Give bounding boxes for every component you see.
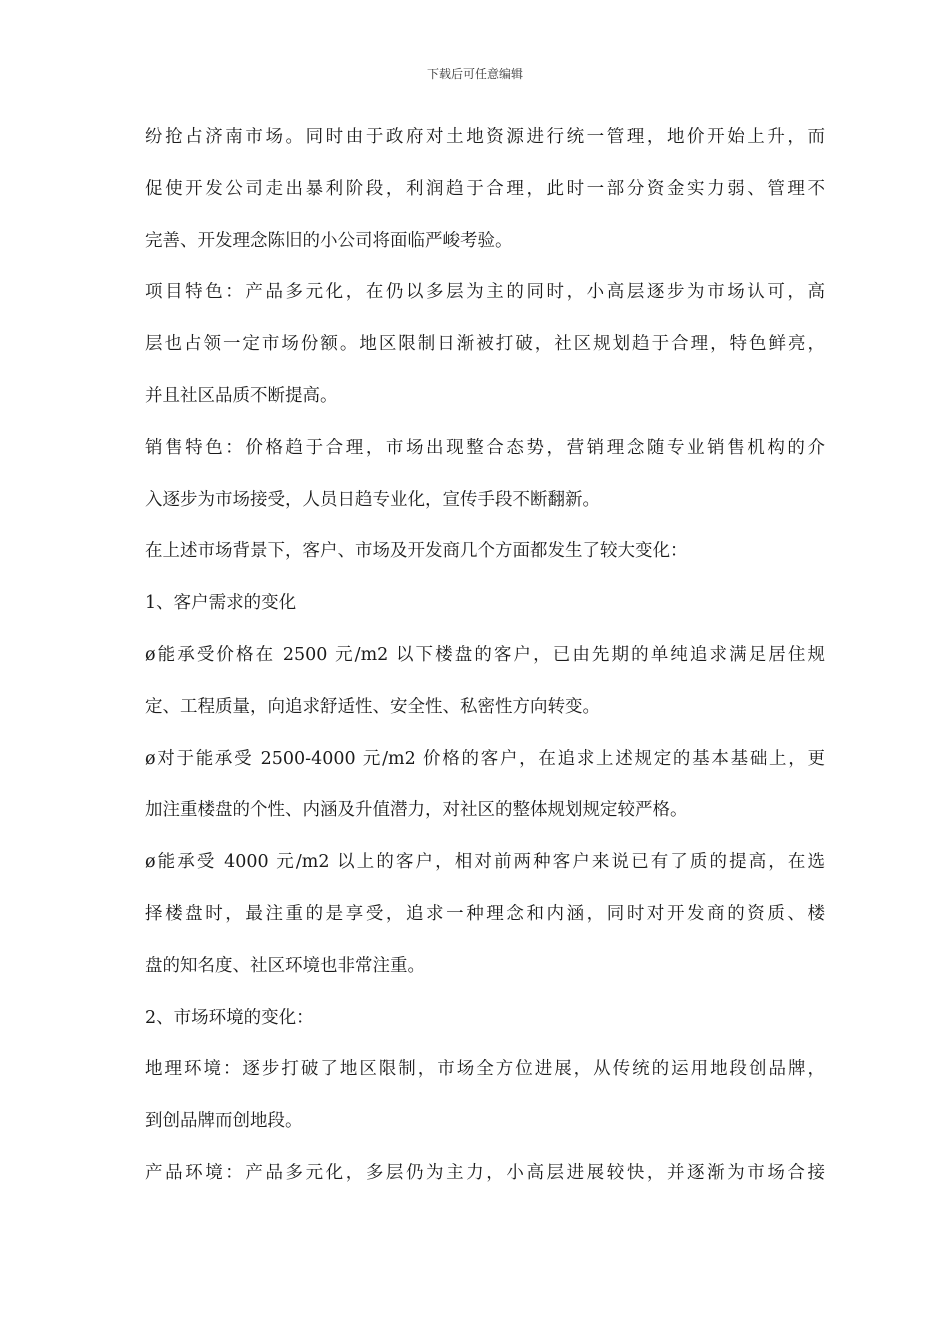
text-line: 销售特色：价格趋于合理，市场出现整合态势，营销理念随专业销售机构的介 [145, 437, 825, 458]
text-line: 定、工程质量，向追求舒适性、安全性、私密性方向转变。 [145, 696, 600, 717]
text-line: 产品环境：产品多元化，多层仍为主力，小高层进展较快，并逐渐为市场合接 [145, 1162, 825, 1183]
text-line: 2、市场环境的变化： [145, 1007, 314, 1028]
text-line: 1、客户需求的变化 [145, 593, 297, 614]
text-line: 纷抢占济南市场。同时由于政府对土地资源进行统一管理，地价开始上升，而 [145, 127, 825, 147]
text-line: 促使开发公司走出暴利阶段，利润趋于合理，此时一部分资金实力弱、管理不 [145, 178, 825, 199]
text-line: 入逐步为市场接受，人员日趋专业化，宣传手段不断翻新。 [145, 489, 600, 510]
page-header-note: 下载后可任意编辑 [426, 67, 523, 81]
text-line: 项目特色：产品多元化，在仍以多层为主的同时，小高层逐步为市场认可，高 [145, 282, 825, 303]
text-line: 地理环境：逐步打破了地区限制，市场全方位进展，从传统的运用地段创品牌， [145, 1059, 825, 1080]
text-line: 加注重楼盘的个性、内涵及升值潜力，对社区的整体规划规定较严格。 [145, 800, 688, 821]
text-line: 盘的知名度、社区环境也非常注重。 [145, 955, 425, 976]
text-line: ø能承受价格在 2500 元/m2 以下楼盘的客户，已由先期的单纯追求满足居住规 [145, 644, 825, 665]
text-line: ø对于能承受 2500-4000 元/m2 价格的客户，在追求上述规定的基本基础上，更 [145, 748, 825, 769]
text-line: 完善、开发理念陈旧的小公司将面临严峻考验。 [145, 230, 513, 251]
text-line: 并且社区品质不断提高。 [145, 385, 338, 406]
text-line: 择楼盘时，最注重的是享受，追求一种理念和内涵，同时对开发商的资质、楼 [145, 903, 825, 924]
document-body [145, 112, 825, 1200]
text-line: 到创品牌而创地段。 [145, 1111, 303, 1132]
text-line: 在上述市场背景下，客户、市场及开发商几个方面都发生了较大变化： [145, 541, 688, 562]
text-line: ø能承受 4000 元/m2 以上的客户，相对前两种客户来说已有了质的提高，在选 [145, 852, 825, 873]
text-line: 层也占领一定市场份额。地区限制日渐被打破，社区规划趋于合理，特色鲜亮， [145, 334, 825, 355]
